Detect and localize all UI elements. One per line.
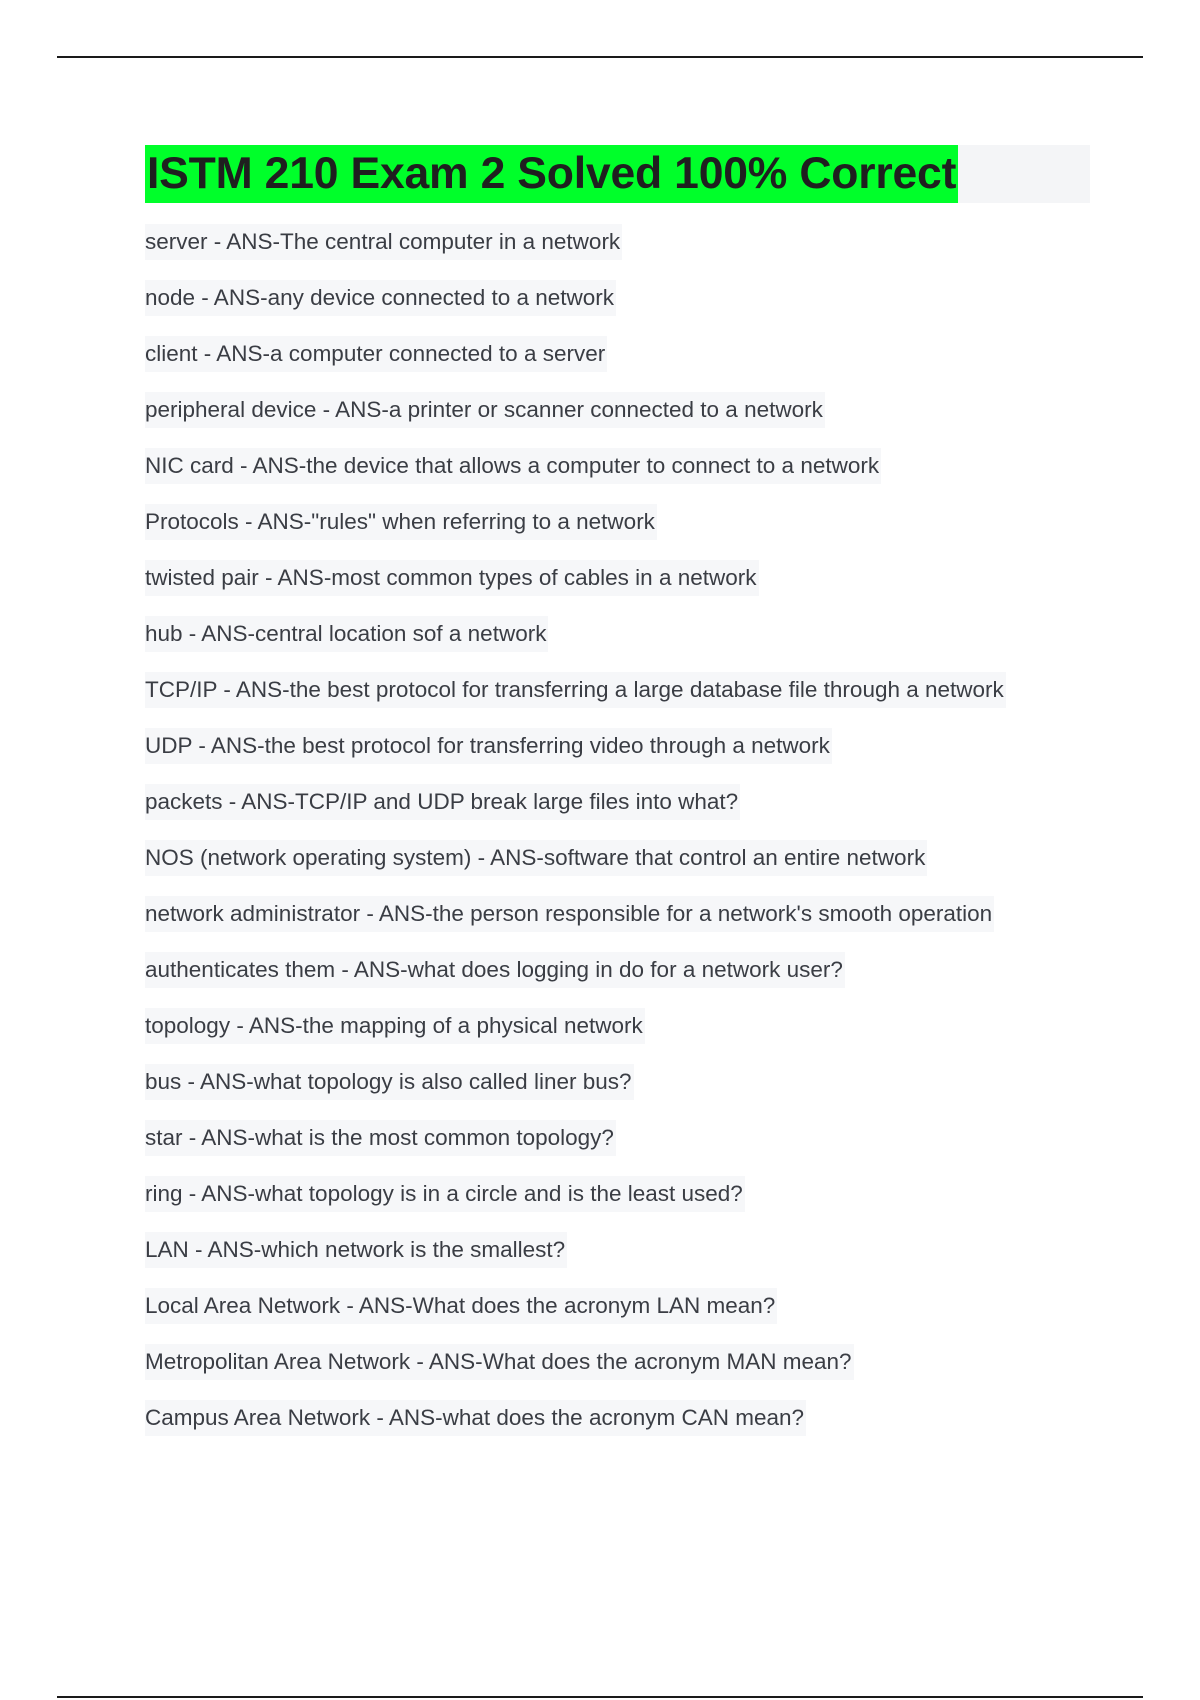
entry-text: star - ANS-what is the most common topology? bbox=[145, 1120, 616, 1156]
title-block bbox=[145, 145, 1090, 203]
list-item bbox=[145, 1120, 1006, 1176]
list-item bbox=[145, 1008, 1006, 1064]
page-title: ISTM 210 Exam 2 Solved 100% Correct bbox=[145, 145, 958, 203]
list-item bbox=[145, 280, 1006, 336]
entry-text: NIC card - ANS-the device that allows a computer to connect to a network bbox=[145, 448, 881, 484]
entry-text: TCP/IP - ANS-the best protocol for transferring a large database file through a network bbox=[145, 672, 1006, 708]
entry-text: client - ANS-a computer connected to a server bbox=[145, 336, 607, 372]
qa-list bbox=[145, 224, 1006, 1456]
list-item bbox=[145, 336, 1006, 392]
list-item bbox=[145, 1176, 1006, 1232]
entry-text: Protocols - ANS-"rules" when referring to a network bbox=[145, 504, 657, 540]
list-item bbox=[145, 504, 1006, 560]
list-item bbox=[145, 728, 1006, 784]
entry-text: server - ANS-The central computer in a network bbox=[145, 224, 622, 260]
list-item bbox=[145, 952, 1006, 1008]
entry-text: topology - ANS-the mapping of a physical network bbox=[145, 1008, 645, 1044]
page-bottom-rule bbox=[57, 1696, 1143, 1698]
list-item bbox=[145, 616, 1006, 672]
list-item bbox=[145, 840, 1006, 896]
entry-text: UDP - ANS-the best protocol for transferring video through a network bbox=[145, 728, 832, 764]
list-item bbox=[145, 1344, 1006, 1400]
entry-text: LAN - ANS-which network is the smallest? bbox=[145, 1232, 567, 1268]
list-item bbox=[145, 560, 1006, 616]
entry-text: packets - ANS-TCP/IP and UDP break large files into what? bbox=[145, 784, 740, 820]
entry-text: peripheral device - ANS-a printer or scanner connected to a network bbox=[145, 392, 825, 428]
list-item bbox=[145, 1232, 1006, 1288]
list-item bbox=[145, 224, 1006, 280]
entry-text: ring - ANS-what topology is in a circle and is the least used? bbox=[145, 1176, 745, 1212]
entry-text: twisted pair - ANS-most common types of cables in a network bbox=[145, 560, 759, 596]
page-top-rule bbox=[57, 56, 1143, 58]
list-item bbox=[145, 392, 1006, 448]
entry-text: Campus Area Network - ANS-what does the acronym CAN mean? bbox=[145, 1400, 806, 1436]
list-item bbox=[145, 784, 1006, 840]
list-item bbox=[145, 1288, 1006, 1344]
list-item bbox=[145, 1400, 1006, 1456]
list-item bbox=[145, 1064, 1006, 1120]
entry-text: Metropolitan Area Network - ANS-What does the acronym MAN mean? bbox=[145, 1344, 854, 1380]
entry-text: bus - ANS-what topology is also called liner bus? bbox=[145, 1064, 634, 1100]
entry-text: network administrator - ANS-the person responsible for a network's smooth operation bbox=[145, 896, 994, 932]
entry-text: hub - ANS-central location sof a network bbox=[145, 616, 548, 652]
entry-text: authenticates them - ANS-what does logging in do for a network user? bbox=[145, 952, 845, 988]
list-item bbox=[145, 896, 1006, 952]
entry-text: node - ANS-any device connected to a network bbox=[145, 280, 616, 316]
list-item bbox=[145, 672, 1006, 728]
entry-text: NOS (network operating system) - ANS-software that control an entire network bbox=[145, 840, 927, 876]
entry-text: Local Area Network - ANS-What does the acronym LAN mean? bbox=[145, 1288, 777, 1324]
list-item bbox=[145, 448, 1006, 504]
